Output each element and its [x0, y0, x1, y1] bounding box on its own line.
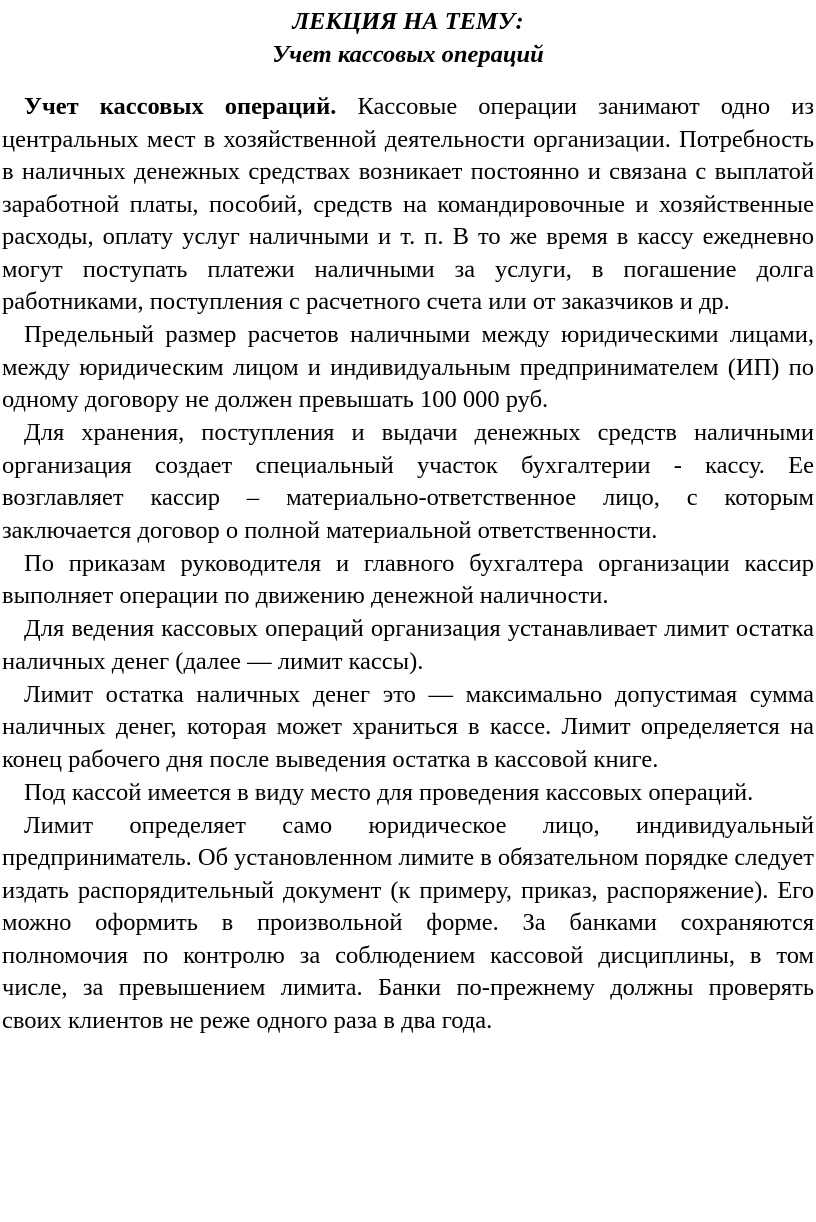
paragraph-cash-limit-between-entities: Предельный размер расчетов наличными между юридическими лицами, между юридическим лицом и индивидуальным предпринимателем (ИП) по одному договору не должен превышать 100 000 руб. — [2, 321, 814, 413]
paragraph-cash-limit: Для ведения кассовых операций организация устанавливает лимит остатка наличных денег (далее — лимит кассы). — [2, 615, 814, 675]
paragraph-lead: Учет кассовых операций. — [24, 93, 337, 120]
paragraph-intro — [2, 91, 814, 319]
paragraph-cash-desk-place: Под кассой имеется в виду место для проведения кассовых операций. — [24, 778, 754, 806]
paragraph-limit-setting: Лимит определяет само юридическое лицо, индивидуальный предприниматель. Об установленном лимите в обязательном порядке следует издать распорядительный документ (к примеру, приказ, распоряжение). Его можно оформить в произвольной форме. За банками сохраняются полномочия по контролю за соблюдением кассовой дисциплины, в том числе, за превышением лимита. Банки по-прежнему должны проверять своих клиентов не реже одного раза в два года. — [2, 811, 814, 1034]
paragraph-cash-desk: Для хранения, поступления и выдачи денежных средств наличными организация создает специальный участок бухгалтерии - кассу. Ее возглавляет кассир – материально-ответственное лицо, с которым заключается договор о полной материальной ответственности. — [2, 419, 814, 544]
paragraph-text: Кассовые операции занимают одно из центральных мест в хозяйственной деятельности организации. Потребность в наличных денежных средствах возникает постоянно и связана с выплатой заработной платы, пособий, средств на командировочные и хозяйственные расходы, оплату услуг наличными и т. п. В то же время в кассу ежедневно могут поступать платежи наличными за услуги, в погашение долга работниками, поступления с расчетного счета или от заказчиков и др. — [2, 93, 814, 315]
lecture-topic: Учет кассовых операций — [272, 40, 544, 68]
lecture-heading: ЛЕКЦИЯ НА ТЕМУ: — [292, 8, 524, 35]
paragraph-cashier-orders: По приказам руководителя и главного бухгалтера организации кассир выполняет операции по движению денежной наличности. — [2, 549, 814, 609]
paragraph-limit-definition: Лимит остатка наличных денег это — максимально допустимая сумма наличных денег, которая может храниться в кассе. Лимит определяется на конец рабочего дня после выведения остатка в кассовой книге. — [2, 680, 814, 773]
